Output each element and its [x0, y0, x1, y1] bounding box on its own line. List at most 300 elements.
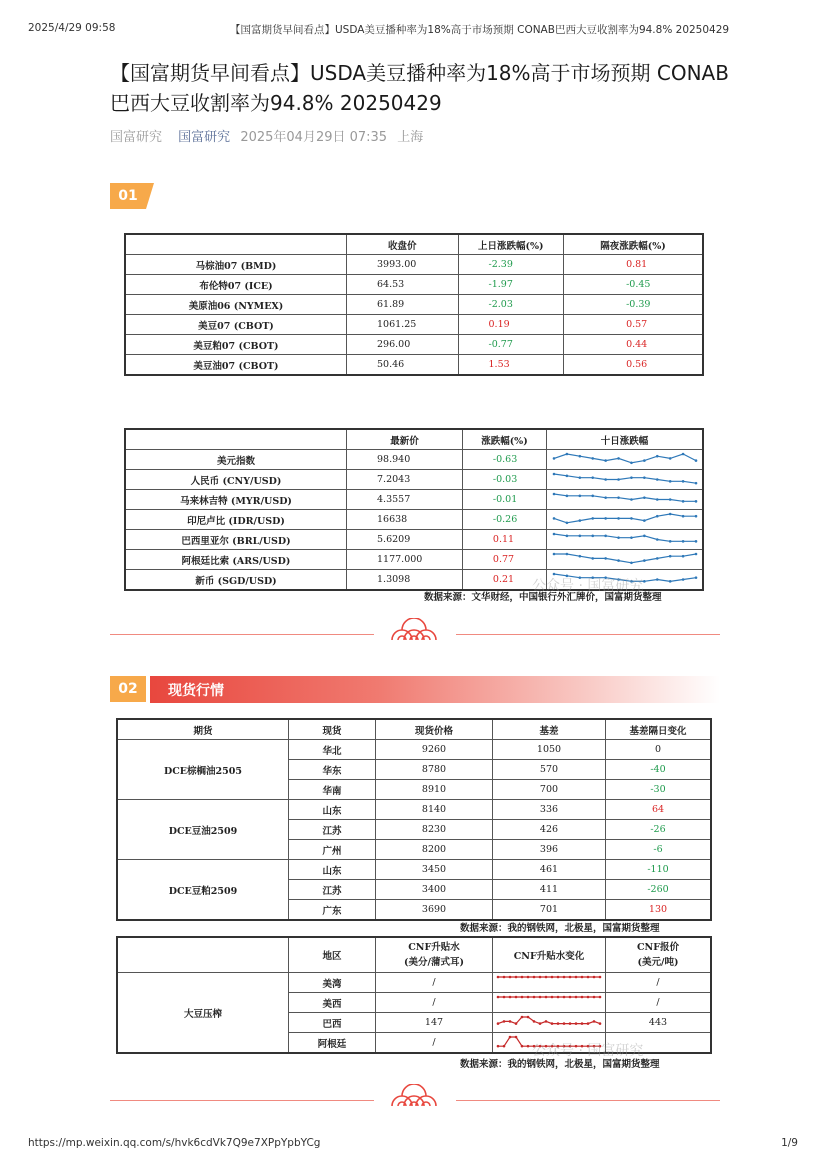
- fx-sparkline-cell: [547, 490, 704, 510]
- commodity-name: 美豆油07 (CBOT): [125, 355, 347, 376]
- sparkline-line: [554, 454, 696, 463]
- sparkline-point: [557, 976, 560, 979]
- sparkline-point: [630, 517, 633, 520]
- commodity-table: [124, 233, 704, 376]
- spot-region: 华北: [289, 740, 376, 760]
- night-change: 0.44: [564, 335, 703, 355]
- browser-url: https://mp.weixin.qq.com/s/hvk6cdVk7Q9e7XPpYpbYCg: [28, 1137, 321, 1149]
- sparkline-point: [655, 538, 658, 541]
- basis-change: 64: [606, 800, 712, 820]
- sparkline-point: [655, 455, 658, 458]
- contract-name: DCE棕榈油2505: [117, 740, 289, 800]
- commodity-header-3: 隔夜涨跌幅(%): [564, 234, 703, 255]
- spot-basis: 701: [493, 900, 606, 921]
- sparkline-point: [655, 578, 658, 581]
- sparkline-point: [527, 1045, 530, 1048]
- cnf-sparkline-cell: [493, 973, 606, 993]
- spot-price: 3450: [376, 860, 493, 880]
- sparkline-point: [587, 1022, 590, 1025]
- browser-datetime: 2025/4/29 09:58: [28, 22, 116, 34]
- sparkline-point: [551, 976, 554, 979]
- spot-basis: 426: [493, 820, 606, 840]
- fx-header-0: [125, 429, 347, 450]
- night-change: 0.56: [564, 355, 703, 376]
- fx-sparkline-cell: [547, 470, 704, 490]
- table-row: [125, 470, 703, 490]
- spot-region: 山东: [289, 860, 376, 880]
- spot-basis: 461: [493, 860, 606, 880]
- night-change: 0.57: [564, 315, 703, 335]
- sparkline-point: [552, 517, 555, 520]
- spot-region: 山东: [289, 800, 376, 820]
- fx-price: 16638: [347, 510, 463, 530]
- sparkline-point: [681, 480, 684, 483]
- commodity-header-1: 收盘价: [347, 234, 459, 255]
- fx-change: -0.03: [462, 470, 546, 490]
- sparkline-point: [521, 996, 524, 999]
- basis-change: -40: [606, 760, 712, 780]
- fx-change: 0.21: [462, 570, 546, 591]
- spot-basis: 570: [493, 760, 606, 780]
- fx-change: -0.01: [462, 490, 546, 510]
- sparkline-point: [617, 559, 620, 562]
- sparkline-point: [503, 1045, 506, 1048]
- table-row: [117, 740, 711, 760]
- table-row: [125, 530, 703, 550]
- sparkline-point: [557, 996, 560, 999]
- sparkline-point: [521, 976, 524, 979]
- table-row: [125, 295, 703, 315]
- sparkline-point: [630, 462, 633, 465]
- sparkline-point: [545, 996, 548, 999]
- basis-change: -26: [606, 820, 712, 840]
- cnf-header-premium: CNF升贴水 (美分/蒲式耳): [376, 937, 493, 973]
- cnf-sparkline-cell: [493, 1013, 606, 1033]
- sparkline-point: [604, 478, 607, 481]
- commodity-header-0: [125, 234, 347, 255]
- fx-price: 5.6209: [347, 530, 463, 550]
- sparkline-point: [604, 557, 607, 560]
- sparkline-point: [617, 457, 620, 460]
- sparkline-point: [630, 476, 633, 479]
- cnf-table: [116, 936, 712, 1054]
- sparkline-point: [552, 457, 555, 460]
- close-price: 3993.00: [347, 255, 459, 275]
- sparkline-point: [591, 535, 594, 538]
- sparkline-point: [578, 519, 581, 522]
- sparkline-point: [599, 976, 602, 979]
- divider-right: [456, 634, 720, 635]
- spot-header-3: 基差: [493, 719, 606, 740]
- spot-basis: 700: [493, 780, 606, 800]
- fx-table: [124, 428, 704, 591]
- spot-header-0: 期货: [117, 719, 289, 740]
- fx-price: 1.3098: [347, 570, 463, 591]
- fx-price: 4.3557: [347, 490, 463, 510]
- sparkline-point: [563, 996, 566, 999]
- fx-sparkline-cell: [547, 450, 704, 470]
- sparkline-chart: [550, 511, 700, 528]
- commodity-name: 美豆07 (CBOT): [125, 315, 347, 335]
- sparkline-point: [569, 996, 572, 999]
- cnf-region: 巴西: [289, 1013, 376, 1033]
- sparkline-point: [509, 1036, 512, 1039]
- sparkline-point: [599, 996, 602, 999]
- sparkline-point: [515, 976, 518, 979]
- sparkline-point: [575, 1022, 578, 1025]
- spot-basis: 396: [493, 840, 606, 860]
- sparkline-point: [497, 1022, 500, 1025]
- sparkline-line: [498, 1017, 600, 1024]
- table-row: [125, 550, 703, 570]
- sparkline-point: [681, 515, 684, 518]
- sparkline-point: [655, 498, 658, 501]
- divider-right-2: [456, 1100, 720, 1101]
- sparkline-point: [694, 459, 697, 462]
- sparkline-point: [681, 500, 684, 503]
- cnf-header-change: CNF升贴水变化: [493, 937, 606, 973]
- sparkline-point: [655, 478, 658, 481]
- publish-date: 2025年04月29日 07:35: [240, 130, 388, 145]
- sparkline-point: [587, 976, 590, 979]
- prev-change: 0.19: [458, 315, 564, 335]
- sparkline-point: [527, 1016, 530, 1019]
- divider-left-2: [110, 1100, 374, 1101]
- sparkline-point: [578, 555, 581, 558]
- sparkline-point: [503, 996, 506, 999]
- sparkline-point: [643, 496, 646, 499]
- spot-table: [116, 718, 712, 921]
- sparkline-point: [591, 476, 594, 479]
- basis-change: 0: [606, 740, 712, 760]
- account-link[interactable]: 国富研究: [178, 130, 231, 145]
- sparkline-point: [668, 513, 671, 516]
- sparkline-point: [552, 493, 555, 496]
- sparkline-point: [681, 540, 684, 543]
- sparkline-point: [591, 517, 594, 520]
- contract-name: DCE豆粕2509: [117, 860, 289, 921]
- sparkline-point: [630, 562, 633, 565]
- contract-name: DCE豆油2509: [117, 800, 289, 860]
- spot-basis: 411: [493, 880, 606, 900]
- spot-region: 华东: [289, 760, 376, 780]
- sparkline-point: [557, 1022, 560, 1025]
- divider-left: [110, 634, 374, 635]
- section-banner: [150, 676, 720, 703]
- spot-region: 江苏: [289, 820, 376, 840]
- sparkline-line: [554, 554, 696, 563]
- sparkline-point: [515, 996, 518, 999]
- sparkline-point: [604, 496, 607, 499]
- sparkline-point: [668, 480, 671, 483]
- sparkline-point: [551, 996, 554, 999]
- sparkline-point: [533, 976, 536, 979]
- spot-header-2: 现货价格: [376, 719, 493, 740]
- fx-name: 新币 (SGD/USD): [125, 570, 347, 591]
- cloud-ornament-icon: [386, 618, 442, 642]
- sparkline-point: [565, 475, 568, 478]
- sparkline-point: [617, 517, 620, 520]
- spot-header-4: 基差隔日变化: [606, 719, 712, 740]
- sparkline-point: [604, 517, 607, 520]
- spot-price: 3690: [376, 900, 493, 921]
- fx-price: 1177.000: [347, 550, 463, 570]
- sparkline-point: [668, 457, 671, 460]
- watermark-2: 公众号 · 国富研究: [532, 1043, 644, 1059]
- sparkline-point: [552, 533, 555, 536]
- fx-change: -0.63: [462, 450, 546, 470]
- sparkline-chart: [550, 551, 700, 568]
- cnf-premium: /: [376, 993, 493, 1013]
- cnf-header-region: 地区: [289, 937, 376, 973]
- prev-change: -1.97: [458, 275, 564, 295]
- prev-change: -2.03: [458, 295, 564, 315]
- spot-region: 江苏: [289, 880, 376, 900]
- table-row: [125, 510, 703, 530]
- sparkline-point: [569, 1022, 572, 1025]
- fx-name: 巴西里亚尔 (BRL/USD): [125, 530, 347, 550]
- sparkline-point: [578, 495, 581, 498]
- sparkline-point: [509, 996, 512, 999]
- sparkline-point: [599, 1022, 602, 1025]
- sparkline-chart: [550, 471, 700, 488]
- sparkline-point: [539, 976, 542, 979]
- sparkline-point: [604, 535, 607, 538]
- table-row: [125, 275, 703, 295]
- sparkline-point: [545, 1020, 548, 1023]
- sparkline-point: [591, 457, 594, 460]
- table-row: [125, 490, 703, 510]
- sparkline-point: [503, 1020, 506, 1023]
- fx-name: 印尼卢比 (IDR/USD): [125, 510, 347, 530]
- sparkline-point: [539, 996, 542, 999]
- sparkline-point: [694, 515, 697, 518]
- cnf-header-price: CNF报价 (美元/吨): [606, 937, 712, 973]
- night-change: -0.39: [564, 295, 703, 315]
- sparkline-point: [565, 535, 568, 538]
- sparkline-point: [643, 519, 646, 522]
- sparkline-point: [617, 536, 620, 539]
- sparkline-point: [591, 557, 594, 560]
- sparkline-point: [575, 976, 578, 979]
- sparkline-point: [509, 976, 512, 979]
- sparkline-point: [643, 459, 646, 462]
- cnf-premium: /: [376, 1033, 493, 1054]
- sparkline-point: [552, 473, 555, 476]
- cnf-region: 美湾: [289, 973, 376, 993]
- sparkline-point: [552, 553, 555, 556]
- sparkline-point: [533, 1020, 536, 1023]
- spot-region: 华南: [289, 780, 376, 800]
- sparkline-point: [694, 540, 697, 543]
- sparkline-point: [551, 1022, 554, 1025]
- sparkline-point: [565, 522, 568, 525]
- sparkline-line: [554, 494, 696, 501]
- sparkline-point: [565, 453, 568, 456]
- sparkline-point: [593, 1020, 596, 1023]
- spot-basis: 1050: [493, 740, 606, 760]
- fx-price: 98.940: [347, 450, 463, 470]
- fx-name: 阿根廷比索 (ARS/USD): [125, 550, 347, 570]
- sparkline-point: [515, 1036, 518, 1039]
- cnf-source: 数据来源：我的钢铁网，北极星，国富期货整理: [460, 1059, 660, 1070]
- table-row: [117, 973, 711, 993]
- cnf-region: 美西: [289, 993, 376, 1013]
- sparkline-point: [497, 996, 500, 999]
- sparkline-point: [581, 976, 584, 979]
- sparkline-point: [497, 1045, 500, 1048]
- sparkline-point: [533, 996, 536, 999]
- sparkline-point: [497, 976, 500, 979]
- sparkline-chart: [550, 491, 700, 508]
- sparkline-point: [668, 580, 671, 583]
- sparkline-point: [587, 996, 590, 999]
- close-price: 61.89: [347, 295, 459, 315]
- cnf-header-blank: [117, 937, 289, 973]
- basis-change: -6: [606, 840, 712, 860]
- sparkline-point: [521, 1016, 524, 1019]
- sparkline-point: [503, 976, 506, 979]
- fx-sparkline-cell: [547, 530, 704, 550]
- sparkline-point: [591, 495, 594, 498]
- sparkline-point: [643, 476, 646, 479]
- fx-name: 美元指数: [125, 450, 347, 470]
- prev-change: -2.39: [458, 255, 564, 275]
- cnf-price: 443: [606, 1013, 712, 1033]
- night-change: 0.81: [564, 255, 703, 275]
- sparkline-point: [563, 1022, 566, 1025]
- sparkline-point: [630, 536, 633, 539]
- spot-region: 广东: [289, 900, 376, 921]
- spot-basis: 336: [493, 800, 606, 820]
- spot-price: 8780: [376, 760, 493, 780]
- fx-name: 人民币 (CNY/USD): [125, 470, 347, 490]
- cloud-ornament-icon-2: [386, 1084, 442, 1108]
- sparkline-chart: [550, 451, 700, 468]
- sparkline-line: [554, 534, 696, 541]
- sparkline-point: [643, 535, 646, 538]
- spot-price: 8230: [376, 820, 493, 840]
- section-title: 现货行情: [168, 683, 224, 699]
- sparkline-point: [643, 559, 646, 562]
- fx-source: 数据来源：文华财经，中国银行外汇牌价，国富期货整理: [424, 592, 662, 603]
- location: 上海: [397, 130, 424, 145]
- cnf-region: 阿根廷: [289, 1033, 376, 1054]
- table-row: [125, 450, 703, 470]
- badge-tail-icon: [140, 183, 154, 209]
- sparkline-point: [681, 555, 684, 558]
- sparkline-point: [668, 498, 671, 501]
- sparkline-point: [694, 500, 697, 503]
- sparkline-chart: [494, 994, 604, 1011]
- sparkline-point: [630, 498, 633, 501]
- article-title: 【国富期货早间看点】USDA美豆播种率为18%高于市场预期 CONAB巴西大豆收割率为94.8% 20250429: [110, 61, 729, 115]
- section-badge-02: 02: [110, 676, 146, 702]
- spot-price: 3400: [376, 880, 493, 900]
- sparkline-point: [681, 578, 684, 581]
- sparkline-point: [668, 540, 671, 543]
- sparkline-point: [527, 976, 530, 979]
- table-row: [125, 335, 703, 355]
- sparkline-point: [563, 976, 566, 979]
- sparkline-line: [554, 474, 696, 483]
- article-meta: [110, 126, 429, 145]
- sparkline-point: [578, 476, 581, 479]
- spot-region: 广州: [289, 840, 376, 860]
- table-row: [125, 315, 703, 335]
- sparkline-chart: [494, 1014, 604, 1031]
- sparkline-point: [668, 555, 671, 558]
- close-price: 1061.25: [347, 315, 459, 335]
- commodity-header-2: 上日涨跌幅(%): [458, 234, 564, 255]
- fx-name: 马来林吉特 (MYR/USD): [125, 490, 347, 510]
- sparkline-point: [545, 976, 548, 979]
- sparkline-point: [617, 496, 620, 499]
- fx-change: 0.11: [462, 530, 546, 550]
- close-price: 296.00: [347, 335, 459, 355]
- basis-change: 130: [606, 900, 712, 921]
- sparkline-point: [694, 576, 697, 579]
- cnf-premium: /: [376, 973, 493, 993]
- spot-price: 9260: [376, 740, 493, 760]
- prev-change: 1.53: [458, 355, 564, 376]
- cnf-price: /: [606, 973, 712, 993]
- sparkline-point: [581, 996, 584, 999]
- table-row: [117, 800, 711, 820]
- sparkline-point: [565, 495, 568, 498]
- sparkline-point: [655, 515, 658, 518]
- spot-source: 数据来源：我的钢铁网，北极星，国富期货整理: [460, 923, 660, 934]
- commodity-name: 美原油06 (NYMEX): [125, 295, 347, 315]
- commodity-name: 马棕油07 (BMD): [125, 255, 347, 275]
- basis-change: -260: [606, 880, 712, 900]
- sparkline-point: [539, 1022, 542, 1025]
- sparkline-point: [681, 453, 684, 456]
- sparkline-point: [581, 1022, 584, 1025]
- browser-tab-title: 【国富期货早间看点】USDA美豆播种率为18%高于市场预期 CONAB巴西大豆收割率为94.8% 20250429: [230, 24, 730, 36]
- sparkline-point: [569, 976, 572, 979]
- close-price: 64.53: [347, 275, 459, 295]
- spot-price: 8200: [376, 840, 493, 860]
- sparkline-point: [515, 1022, 518, 1025]
- sparkline-point: [593, 996, 596, 999]
- sparkline-point: [604, 459, 607, 462]
- table-row: [117, 860, 711, 880]
- table-row: [125, 355, 703, 376]
- spot-price: 8910: [376, 780, 493, 800]
- sparkline-point: [575, 996, 578, 999]
- fx-header-2: 涨跌幅(%): [462, 429, 546, 450]
- cnf-label: 大豆压榨: [117, 973, 289, 1054]
- night-change: -0.45: [564, 275, 703, 295]
- fx-change: -0.26: [462, 510, 546, 530]
- prev-change: -0.77: [458, 335, 564, 355]
- sparkline-point: [617, 478, 620, 481]
- commodity-name: 美豆粕07 (CBOT): [125, 335, 347, 355]
- sparkline-chart: [494, 974, 604, 991]
- sparkline-point: [527, 996, 530, 999]
- fx-header-3: 十日涨跌幅: [547, 429, 704, 450]
- sparkline-point: [593, 976, 596, 979]
- page-number: 1/9: [781, 1137, 798, 1149]
- fx-change: 0.77: [462, 550, 546, 570]
- table-row: [125, 255, 703, 275]
- close-price: 50.46: [347, 355, 459, 376]
- sparkline-point: [509, 1020, 512, 1023]
- cnf-sparkline-cell: [493, 993, 606, 1013]
- sparkline-point: [694, 553, 697, 556]
- section-badge-01: 01: [110, 183, 146, 209]
